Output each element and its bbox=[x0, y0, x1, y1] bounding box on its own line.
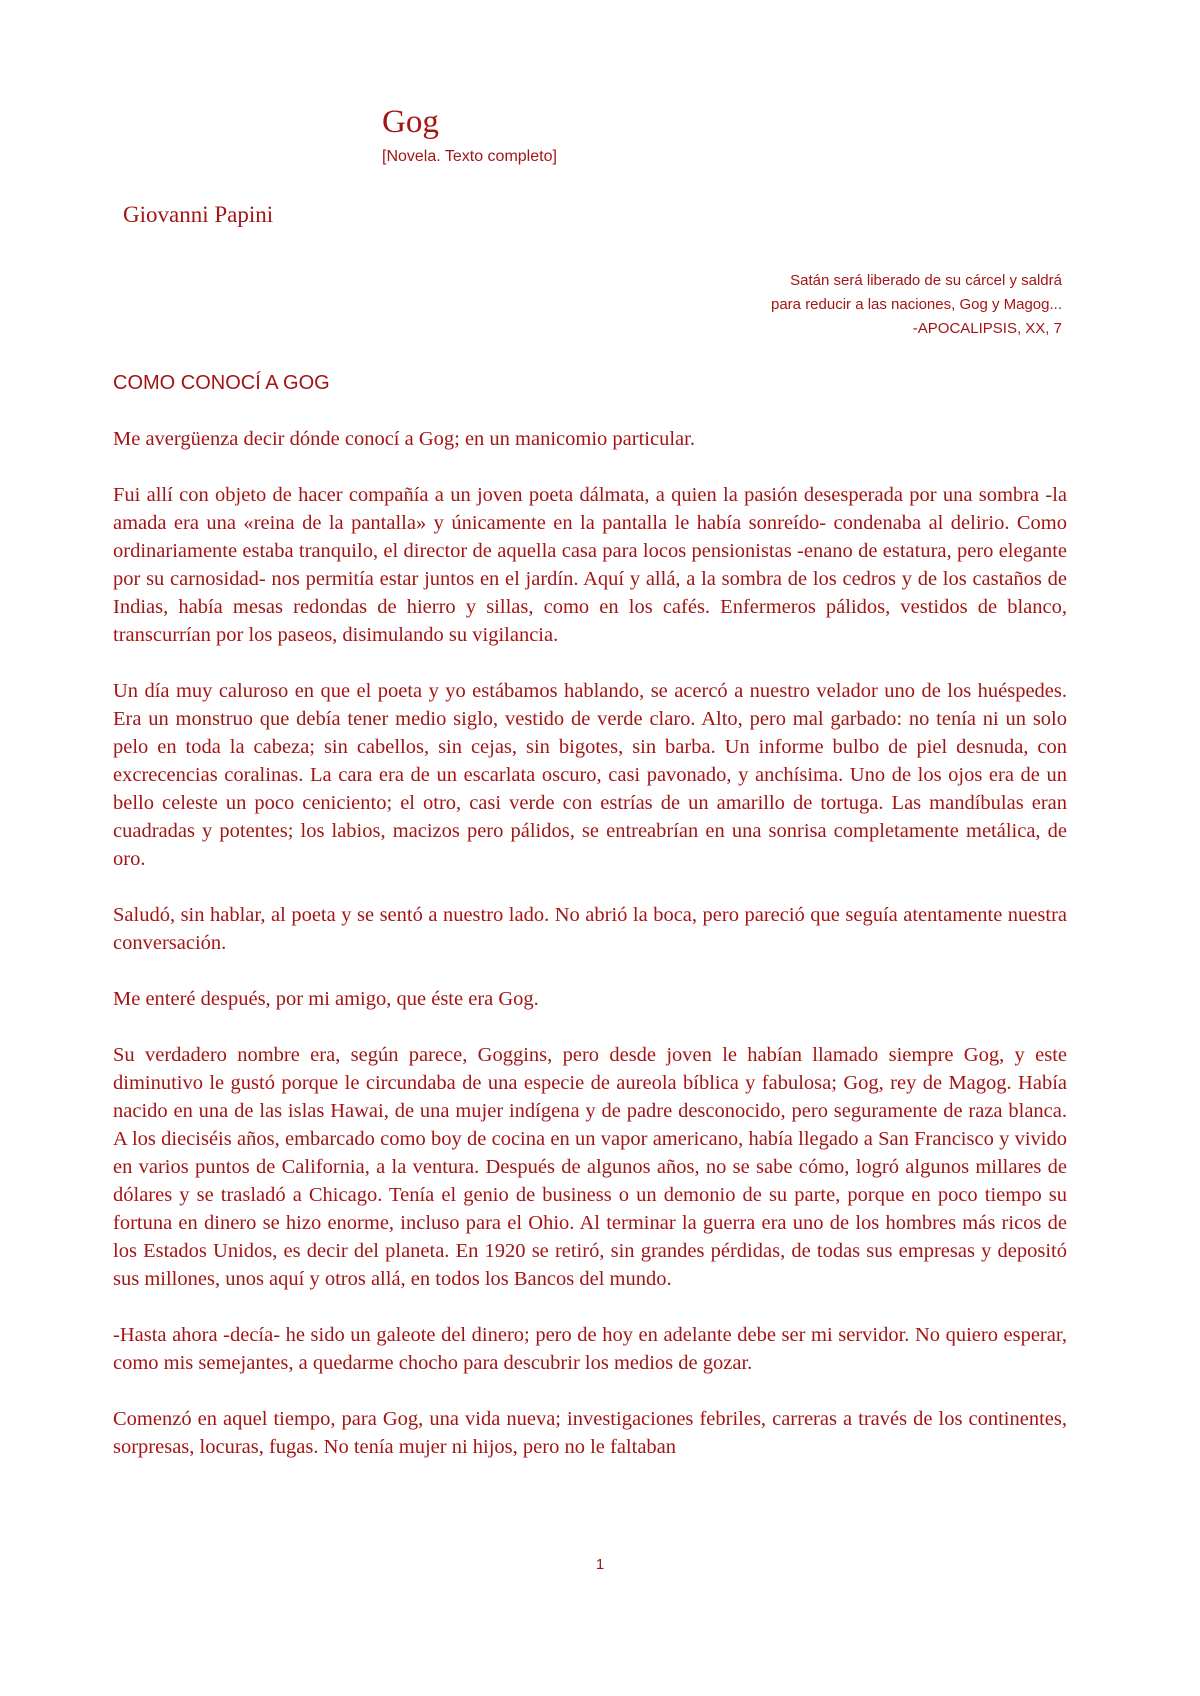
paragraph: Me enteré después, por mi amigo, que éste era Gog. bbox=[113, 988, 539, 1010]
paragraph: -Hasta ahora -decía- he sido un galeote del dinero; pero de hoy en adelante debe ser mi servidor. No quiero esperar, como mis semejantes, a quedarme chocho para descubrir los medios de gozar. bbox=[113, 1324, 1067, 1374]
paragraph: Un día muy caluroso en que el poeta y yo estábamos hablando, se acercó a nuestro velador uno de los huéspedes. Era un monstruo que debía tener medio siglo, vestido de verde claro. Alto, pero mal garbado: no tenía ni un solo pelo en toda la cabeza; sin cabellos, sin cejas, sin bigotes, sin barba. Un informe bulbo de piel desnuda, con excrecencias coralinas. La cara era de un escarlata oscuro, casi pavonado, y anchísima. Uno de los ojos era de un bello celeste un poco ceniciento; el otro, casi verde con estrías de un amarillo de tortuga. Las mandíbulas eran cuadradas y potentes; los labios, macizos pero pálidos, se entreabrían en una sonrisa completamente metálica, de oro. bbox=[113, 680, 1067, 870]
epigraph-line: para reducir a las naciones, Gog y Magog... bbox=[771, 296, 1062, 313]
epigraph bbox=[562, 269, 1062, 341]
page-number: 1 bbox=[595, 1556, 605, 1573]
paragraph: Saludó, sin hablar, al poeta y se sentó a nuestro lado. No abrió la boca, pero pareció que seguía atentamente nuestra conversación. bbox=[113, 904, 1067, 954]
epigraph-line: Satán será liberado de su cárcel y saldrá bbox=[790, 272, 1062, 289]
paragraph: Me avergüenza decir dónde conocí a Gog; en un manicomio particular. bbox=[113, 428, 695, 450]
book-title: Gog bbox=[382, 104, 439, 140]
paragraph: Fui allí con objeto de hacer compañía a un joven poeta dálmata, a quien la pasión desesperada por una sombra -la amada era una «reina de la pantalla» y únicamente en la pantalla le había sonreído- condenaba al delirio. Como ordinariamente estaba tranquilo, el director de aquella casa para locos pensionistas -enano de estatura, pero elegante por su carnosidad- nos permitía estar juntos en el jardín. Aquí y allá, a la sombra de los cedros y de los castaños de Indias, había mesas redondas de hierro y sillas, como en los cafés. Enfermeros pálidos, vestidos de blanco, transcurrían por los paseos, disimulando su vigilancia. bbox=[113, 484, 1067, 646]
chapter-body bbox=[113, 425, 1067, 1489]
author-name: Giovanni Papini bbox=[123, 202, 274, 227]
paragraph: Su verdadero nombre era, según parece, Goggins, pero desde joven le habían llamado siempre Gog, y este diminutivo le gustó porque le circundaba de una especie de aureola bíblica y fabulosa; Gog, rey de Magog. Había nacido en una de las islas Hawai, de una mujer indígena y de padre desconocido, pero seguramente de raza blanca. A los dieciséis años, embarcado como boy de cocina en un vapor americano, había llegado a San Francisco y vivido en varios puntos de California, a la ventura. Después de algunos años, no se sabe cómo, logró algunos millares de dólares y se trasladó a Chicago. Tenía el genio de business o un demonio de su parte, porque en poco tiempo su fortuna en dinero se hizo enorme, incluso para el Ohio. Al terminar la guerra era uno de los hombres más ricos de los Estados Unidos, es decir del planeta. En 1920 se retiró, sin grandes pérdidas, de todas sus empresas y depositó sus millones, unos aquí y otros allá, en todos los Bancos del mundo. bbox=[113, 1044, 1067, 1290]
book-subtitle: [Novela. Texto completo] bbox=[382, 148, 557, 165]
paragraph: Comenzó en aquel tiempo, para Gog, una vida nueva; investigaciones febriles, carreras a través de los continentes, sorpresas, locuras, fugas. No tenía mujer ni hijos, pero no le faltaban bbox=[113, 1408, 1067, 1458]
epigraph-source: -APOCALIPSIS, XX, 7 bbox=[912, 320, 1062, 337]
chapter-title: COMO CONOCÍ A GOG bbox=[113, 372, 330, 394]
